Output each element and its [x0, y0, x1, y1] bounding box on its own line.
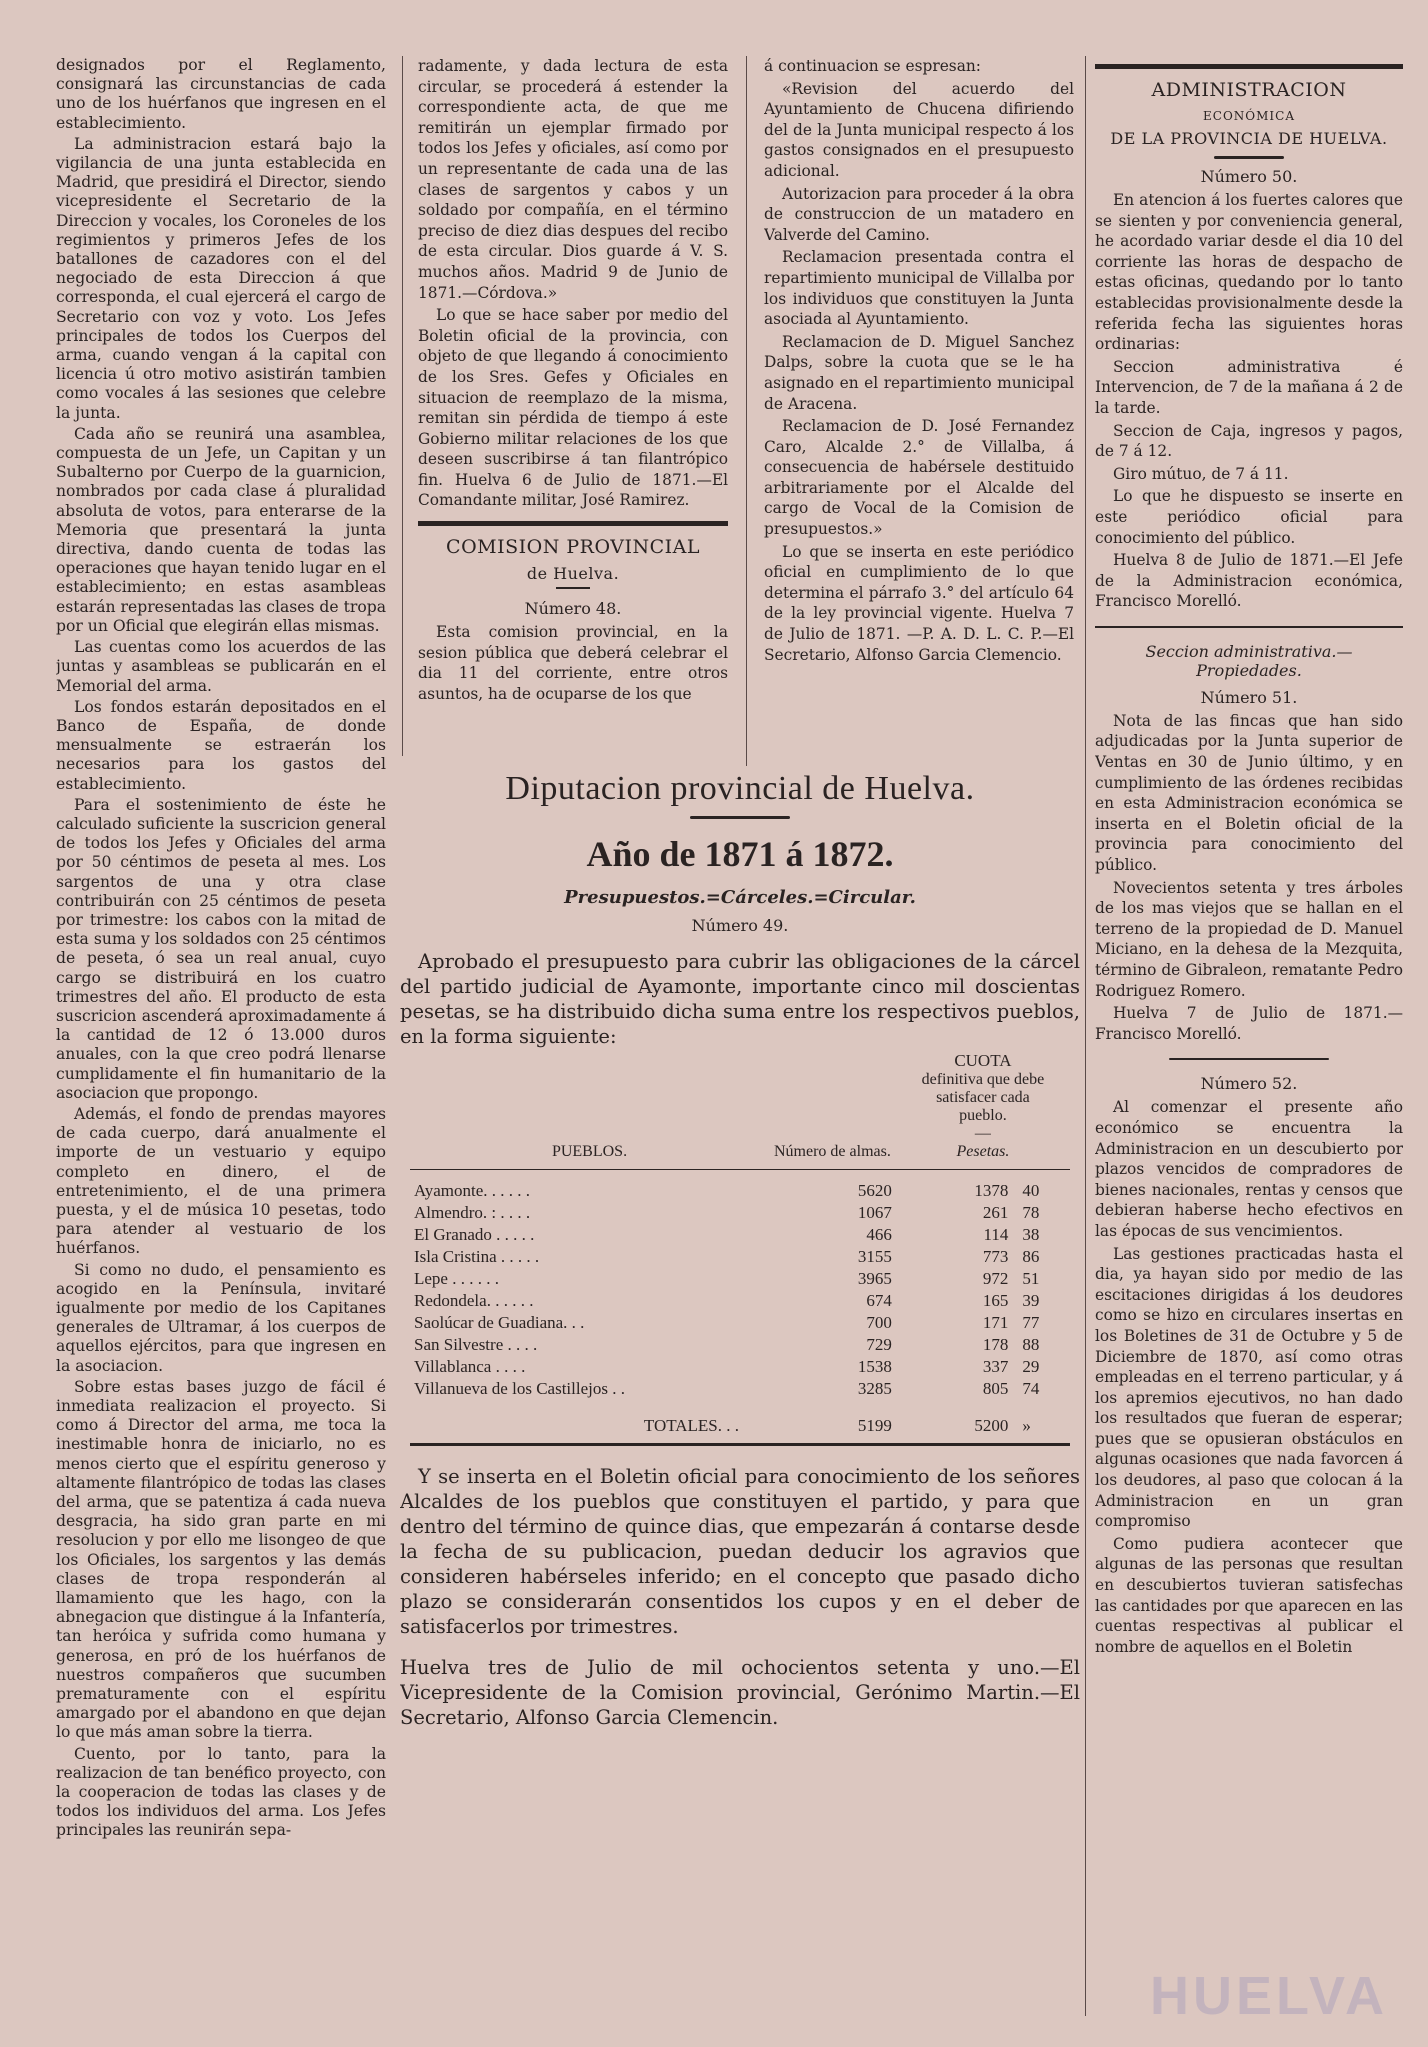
almas-value: 700	[866, 1313, 892, 1332]
admin-subheading: ECONÓMICA	[1203, 109, 1295, 123]
table-header-rule	[410, 1169, 1070, 1170]
pesetas-value: 165	[982, 1291, 1009, 1310]
table-row	[410, 1290, 1070, 1312]
pueblo-name: Almendro. : . . . .	[414, 1203, 531, 1222]
library-watermark: HUELVA	[1150, 1966, 1388, 2026]
table-row	[410, 1180, 1070, 1202]
col1-paragraph: Para el sostenimiento de éste he calculado suficiente la suscricion general de todos los Jefes y Oficiales del arma por 50 céntimos de peseta al mes. Los sargentos de una y otra clase contribuirán con 25 céntimos de peseta por trimestre: los cabos con la mitad de esta suma y los soldados con 25 céntimos de peseta, ó sea un real anual, cuyo cargo se distribuirá en los cuatro trimestres del año. El producto de esta suscricion ascenderá aproximadamente á la cantidad de 12 ó 13.000 duros anuales, con la que creo podrá llenarse cumplidamente el fin humanitario de la asociacion que propongo.	[56, 795, 386, 1102]
col-header-pueblos: PUEBLOS.	[551, 1143, 628, 1160]
section-heading: Seccion administrativa.—Propiedades.	[1145, 641, 1353, 680]
almas-value: 3285	[857, 1379, 892, 1398]
col1-paragraph: Las cuentas como los acuerdos de las juntas y asambleas se publicarán en el Memorial del arma.	[56, 638, 386, 695]
outro-paragraph: Y se inserta en el Boletin oficial para conocimiento de los señores Alcaldes de los pueblos que constituyen el partido, y para que dentro del término de quince dias, que empezarán á contarse desde la fecha de su publicacion, puedan deducir los agravios que consideren habérseles inferido; en el concepto que pasado dicho plazo se considerarán consentidos los cupos y en el deber de satisfacerlos por trimestres.	[400, 1465, 1080, 1638]
column-3	[764, 56, 1074, 766]
table-row	[410, 1356, 1070, 1378]
pueblo-name: Ayamonte. . . . . .	[414, 1181, 531, 1200]
almas-value: 674	[866, 1291, 892, 1310]
pueblo-name: Villablanca . . . .	[414, 1357, 526, 1376]
col2-paragraph: radamente, y dada lectura de esta circular, se procederá á estender la correspondiente acta, de que me remitirán un ejemplar firmado por todos los Jefes y oficiales, así como por un representante de cada una de las clases de sargentos y cabos y un soldado por compañía, en el término preciso de diez dias despues del recibo de esta circular. Dios guarde á V. S. muchos años. Madrid 9 de Junio de 1871.—Córdova.»	[418, 57, 728, 302]
col4-paragraph: Novecientos setenta y tres árboles de los mas viejos que se hallan en el terreno de la propiedad de D. Manuel Miciano, en la dehesa de la Mezquita, término de Gibraleon, rematante Pedro Rodriguez Romero.	[1095, 878, 1403, 1000]
col1-paragraph: Cuento, por lo tanto, para la realizacion de tan benéfico proyecto, con la cooperacion de todas las clases y de todos los individuos del arma. Los Jefes principales las reunirán sepa-	[56, 1744, 386, 1840]
totals-almas: 5199	[857, 1416, 892, 1435]
pueblo-name: Isla Cristina . . . . .	[414, 1247, 540, 1266]
pesetas-value: 1378	[974, 1181, 1009, 1200]
pueblo-name: Saolúcar de Guadiana. . .	[414, 1313, 585, 1332]
table-row	[410, 1224, 1070, 1246]
pueblo-name: Villanueva de los Castillejos . .	[414, 1379, 625, 1398]
column-divider	[1085, 56, 1086, 2016]
number-51: Número 51.	[1200, 687, 1298, 707]
pueblo-name: Lepe . . . . . .	[414, 1269, 499, 1288]
section-rule	[418, 521, 728, 526]
almas-value: 466	[866, 1225, 892, 1244]
col1-paragraph: designados por el Reglamento, consignará las circunstancias de cada uno de los huérfanos que ingresen en el establecimiento.	[56, 56, 386, 132]
pesetas-value: 805	[982, 1379, 1009, 1398]
col4-paragraph: En atencion á los fuertes calores que se sienten y por conveniencia general, he acordado variar desde el dia 10 del corriente las horas de despacho de estas oficinas, quedando por lo tanto establecidas provisionalmente desde la referida fecha las siguientes horas ordinarias:	[1095, 191, 1403, 354]
pesetas-value: 114	[983, 1225, 1009, 1244]
number-50: Número 50.	[1200, 167, 1298, 186]
col-header-cuota	[896, 1051, 1070, 1169]
signature-paragraph: Huelva tres de Julio de mil ochocientos setenta y uno.—El Vicepresidente de la Comision provincial, Gerónimo Martin.—El Secretario, Alfonso Garcia Clemencin.	[400, 1656, 1080, 1729]
column-4	[1095, 56, 1403, 2016]
table-row	[410, 1202, 1070, 1224]
pesetas-label: Pesetas.	[956, 1143, 1010, 1160]
col3-paragraph: Lo que se inserta en este periódico oficial en cumplimiento de lo que determina el párrafo 3.° del artículo 64 de la ley provincial vigente. Huelva 7 de Julio de 1871. —P. A. D. L. C. P.—El Secretario, Alfonso Garcia Clemencio.	[764, 542, 1074, 664]
intro-paragraph: Aprobado el presupuesto para cubrir las obligaciones de la cárcel del partido judicial de Ayamonte, importante cinco mil doscientas pesetas, se ha distribuido dicha suma entre los respectivos pueblos, en la forma siguiente:	[400, 950, 1080, 1048]
number-48: Número 48.	[524, 599, 622, 619]
pesetas-value: 972	[982, 1269, 1009, 1288]
pueblo-name: El Granado . . . . .	[414, 1225, 535, 1244]
number-52: Número 52.	[1200, 1074, 1298, 1094]
col4-paragraph: Nota de las fincas que han sido adjudicadas por la Junta superior de Ventas en 30 de Junio último, y en cumplimiento de las órdenes recibidas en esta Administracion económica se inserta en el Boletin oficial de la provincia para conocimiento del público.	[1095, 711, 1403, 875]
col3-paragraph: Autorizacion para proceder á la obra de construccion de un matadero en Valverde del Camino.	[764, 184, 1074, 244]
col4-paragraph: Huelva 8 de Julio de 1871.—El Jefe de la Administracion económica, Francisco Morelló.	[1095, 551, 1403, 611]
col4-paragraph: Lo que he dispuesto se inserte en este periódico oficial para conocimiento del público.	[1095, 487, 1403, 547]
col1-paragraph: Sobre estas bases juzgo de fácil é inmediata realizacion el proyecto. Si como á Director del arma, me toca la inestimable honra de iniciarlo, no es menos cierto que el espíritu generoso y altamente filantrópico de todas las clases del arma, que se patentiza á cada nueva desgracia, ha sido gran parte en mi resolucion y por ello me lisongeo de que los Oficiales, los sargentos y las demás clases de tropa responderán al llamamiento que les hago, con la abnegacion que distingue á la Infantería, tan heróica y sufrida como humana y generosa, en pró de los huérfanos de nuestros compañeros que sucumben prematuramente con el espíritu amargado por el abandono en que dejan lo que más aman sobre la tierra.	[56, 1377, 386, 1742]
small-rule	[556, 587, 590, 589]
cuota-dash: —	[974, 1125, 991, 1142]
centimos-value: 29	[1022, 1357, 1040, 1376]
col1-paragraph: Cada año se reunirá una asamblea, compuesta de un Jefe, un Capitan y un Subalterno por Cuerpo de la guarnicion, nombrados por cada clase á pluralidad absoluta de votos, para enterarse de la Memoria que presentará la junta directiva, dando cuenta de todas las operaciones que hayan tenido lugar en el establecimiento; en estas asambleas estarán representadas las clases de tropa por un Oficial que elegirán ellas mismas.	[56, 424, 386, 635]
col2-paragraph: Lo que se hace saber por medio del Boletin oficial de la provincia, con objeto de que llegando á conocimiento de los Sres. Gefes y Oficiales en situacion de reemplazo de la misma, remitan sin pérdida de tiempo á este Gobierno militar relaciones de los que deseen suscribirse á tan filantrópico fin. Huelva 6 de Julio de 1871.—El Comandante militar, José Ramirez.	[418, 306, 728, 510]
centimos-value: 86	[1022, 1247, 1040, 1266]
centimos-value: 77	[1022, 1313, 1040, 1332]
almas-value: 3155	[857, 1247, 892, 1266]
totals-pesetas: 5200	[974, 1416, 1009, 1435]
centimos-value: 74	[1022, 1379, 1040, 1398]
cuota-title: CUOTA	[954, 1051, 1012, 1070]
col1-paragraph: Si como no dudo, el pensamiento es acogido en la Península, invitaré igualmente por medio de los Capitanes generales de Ultramar, á los cuerpos de aquellos ejércitos, para que ingresen en la asociacion.	[56, 1260, 386, 1375]
col4-paragraph: Huelva 7 de Julio de 1871.—Francisco Morelló.	[1095, 1004, 1403, 1043]
section-rule	[1095, 64, 1403, 69]
col4-paragraph: Giro mútuo, de 7 á 11.	[1113, 464, 1289, 483]
centimos-value: 88	[1022, 1335, 1040, 1354]
almas-value: 729	[866, 1335, 892, 1354]
almas-value: 5620	[857, 1181, 892, 1200]
col4-paragraph: Seccion de Caja, ingresos y pagos, de 7 á 12.	[1095, 421, 1403, 461]
col2-paragraph: Esta comision provincial, en la sesion pública que deberá celebrar el dia 11 del corriente, entre otros asuntos, ha de ocuparse de los que	[418, 623, 728, 703]
almas-value: 1538	[857, 1357, 892, 1376]
pesetas-value: 261	[982, 1203, 1009, 1222]
pesetas-value: 337	[982, 1357, 1009, 1376]
centimos-value: 39	[1022, 1291, 1040, 1310]
column-1	[56, 56, 386, 1996]
pesetas-value: 171	[982, 1313, 1009, 1332]
col1-paragraph: Además, el fondo de prendas mayores de cada cuerpo, dará anualmente el importe de un vestuario y equipo completo en dinero, el de entretenimiento, el de una primera puesta, y el de música 10 pesetas, todo para atender al vestuario de los huérfanos.	[56, 1104, 386, 1258]
admin-province: DE LA PROVINCIA DE HUELVA.	[1110, 129, 1388, 148]
column-divider	[746, 56, 747, 766]
cuota-subtitle: definitiva que debe satisfacer cada pueblo.	[921, 1071, 1045, 1124]
col3-paragraph: Reclamacion presentada contra el repartimiento municipal de Villalba por los individuos que constituyen la Junta asociada al Ayuntamiento.	[764, 248, 1074, 329]
col1-paragraph: La administracion estará bajo la vigilancia de una junta establecida en Madrid, que presidirá el Director, siendo vicepresidente el Secretario de la Direccion y vocales, los Coroneles de los regimientos y primeros Jefes de los batallones de cazadores con el del negociado de esta Direccion á que corresponda, el cual ejercerá el cargo de Secretario con voz y voto. Los Jefes principales de todos los Cuerpos del arma, cuando vengan á la capital con licencia ú otro motivo asistirán tambien como vocales á las sesiones que celebre la junta.	[56, 134, 386, 422]
year-title: Año de 1871 á 1872.	[586, 834, 894, 874]
column-divider	[402, 56, 403, 756]
table-bottom-rule	[410, 1443, 1070, 1446]
centimos-value: 78	[1022, 1203, 1040, 1222]
col3-paragraph: Reclamacion de D. Miguel Sanchez Dalps, sobre la cuota que se le ha asignado en el repartimiento municipal de Aracena.	[764, 332, 1074, 413]
col-header-almas: Número de almas.	[774, 1143, 891, 1160]
table-row	[410, 1268, 1070, 1290]
col4-paragraph: Al comenzar el presente año económico se encuentra la Administracion en un descubierto por plazos vencidos de compradores de bienes nacionales, rentas y censos que debieran haberse hecho efectivos en las épocas de sus vencimientos.	[1095, 1098, 1403, 1240]
totals-centimos: »	[1022, 1416, 1031, 1435]
diputacion-title: Diputacion provincial de Huelva.	[505, 770, 975, 807]
centimos-value: 40	[1022, 1181, 1040, 1200]
pesetas-value: 178	[982, 1335, 1009, 1354]
section-rule	[1169, 1058, 1329, 1060]
number-49: Número 49.	[691, 916, 789, 935]
pueblo-name: San Silvestre . . . .	[414, 1335, 538, 1354]
col3-paragraph: á continuacion se espresan:	[764, 57, 981, 75]
centimos-value: 51	[1022, 1269, 1040, 1288]
ornament-rule	[690, 816, 790, 819]
diputacion-section	[400, 770, 1080, 2000]
table-row	[410, 1312, 1070, 1334]
table-row	[410, 1334, 1070, 1356]
totals-label: TOTALES. . .	[643, 1416, 740, 1435]
col1-paragraph: Los fondos estarán depositados en el Banco de España, de donde mensualmente se estraerán los necesarios para los gastos del establecimiento.	[56, 697, 386, 793]
comision-heading: COMISION PROVINCIAL	[446, 536, 700, 559]
pesetas-value: 773	[982, 1247, 1009, 1266]
totals-row	[410, 1400, 1070, 1437]
col4-paragraph: Como pudiera acontecer que algunas de las personas que resultan en descubiertos tuvieran satisfechas las cantidades por que aparecen en las cuentas respectivas al publicar el nombre de aquellos en el Boletin	[1095, 1534, 1403, 1656]
centimos-value: 38	[1022, 1225, 1040, 1244]
pueblo-name: Redondela. . . . . .	[414, 1291, 534, 1310]
table-row	[410, 1246, 1070, 1268]
comision-subheading: de Huelva.	[526, 564, 620, 584]
table-row	[410, 1378, 1070, 1400]
almas-value: 3965	[857, 1269, 892, 1288]
ornament-rule	[1214, 156, 1284, 159]
col3-paragraph: «Revision del acuerdo del Ayuntamiento de Chucena difiriendo del de la Junta municipal respecto á los gastos consignados en el presupuesto adicional.	[764, 79, 1074, 180]
col3-paragraph: Reclamacion de D. José Fernandez Caro, Alcalde 2.° de Villalba, á consecuencia de habérsele destituido arbitrariamente por el Alcalde del cargo de Vocal de la Comision de presupuestos.»	[764, 417, 1074, 539]
circular-subtitle: Presupuestos.=Cárceles.=Circular.	[564, 887, 916, 908]
col4-paragraph: Seccion administrativa é Intervencion, de 7 de la mañana á 2 de la tarde.	[1095, 357, 1403, 417]
admin-heading: ADMINISTRACION	[1151, 79, 1347, 101]
col4-paragraph: Las gestiones practicadas hasta el dia, ya hayan sido por medio de las escitaciones dirigidas á los deudores como se hizo en circulares insertas en los Boletines de 31 de Octubre y 5 de Diciembre de 1870, así como otras empleadas en el terreno particular, y á los apremios ejecutivos, no han dado los resultados que fueran de esperar; pues que se opusieran obstáculos en algunas ocasiones que nada favorcen á los deudores, al paso que colocan á la Administracion en un gran compromiso	[1095, 1244, 1403, 1531]
section-rule	[1095, 626, 1403, 628]
almas-value: 1067	[857, 1203, 892, 1222]
cuota-table	[410, 1051, 1070, 1437]
column-2	[418, 56, 728, 756]
